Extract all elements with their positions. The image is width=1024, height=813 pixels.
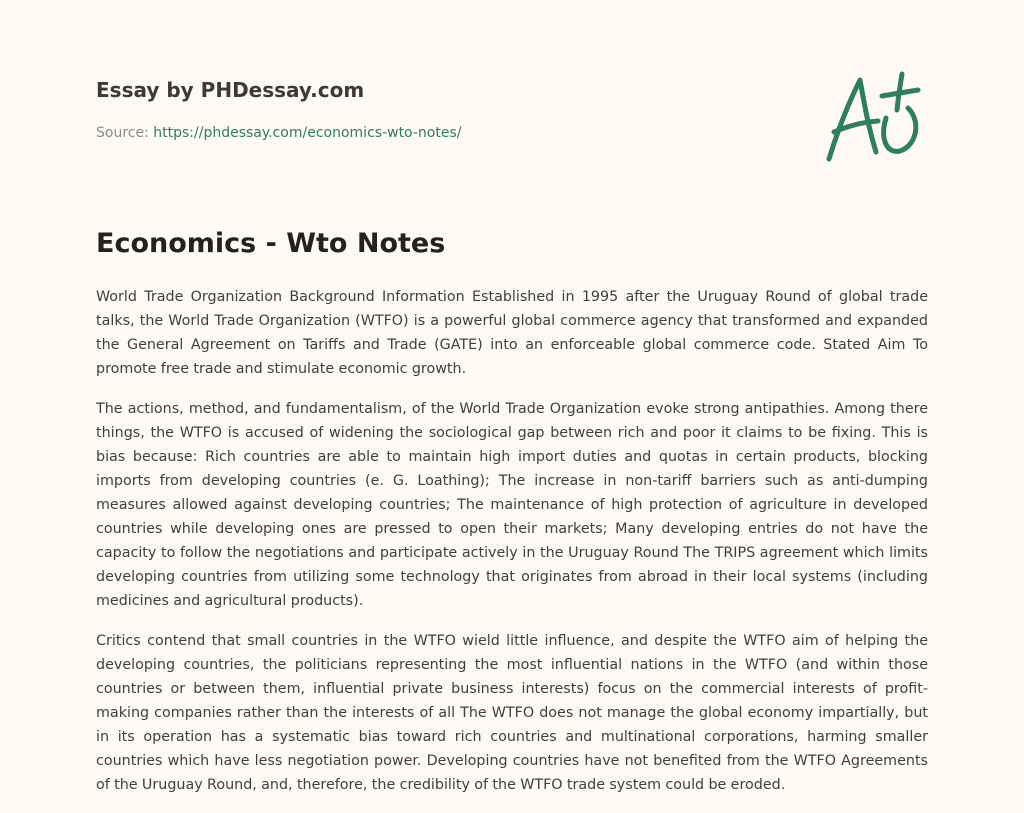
site-brand: Essay by PHDessay.com (96, 78, 365, 102)
source-line (96, 124, 461, 142)
essay-paragraph: Critics contend that small countries in the WTFO wield little influence, and despite the WTFO aim of helping the developing countries, the politicians representing the most influential nations in the WTFO (and within those countries or between them, influential private business interests) focus on the commercial interests of profit-making companies rather than the interests of all The WTFO does not manage the global economy impartially, but in its operation has a systematic bias toward rich countries and multinational corporations, harming smaller countries which have less negotiation power. Developing countries have not benefited from the WTFO Agreements of the Uruguay Round, and, therefore, the credibility of the WTFO trade system could be eroded. (96, 633, 928, 793)
page-header (96, 76, 928, 141)
essay-paragraph: World Trade Organization Background Information Established in 1995 after the Uruguay Round of global trade talks, the World Trade Organization (WTFO) is a powerful global commerce agency that transformed and expanded the General Agreement on Tariffs and Trade (GATE) into an enforceable global commerce code. Stated Aim To promote free trade and stimulate economic growth. (96, 289, 928, 377)
a-plus-logo-icon (820, 66, 930, 166)
source-link[interactable]: https://phdessay.com/economics-wto-notes/ (153, 125, 462, 141)
essay-paragraph: The actions, method, and fundamentalism, of the World Trade Organization evoke strong antipathies. Among there things, the WTFO is accused of widening the sociological gap between rich and poor it claims to be fixing. This is bias because: Rich countries are able to maintain high import duties and quotas in certain products, blocking imports from developing countries (e. G. Loathing); The increase in non-tariff barriers such as anti-dumping measures allowed against developing countries; The maintenance of high protection of agriculture in developed countries while developing ones are pressed to open their markets; Many developing entries do not have the capacity to follow the negotiations and participate actively in the Uruguay Round The TRIPS agreement which limits developing countries from utilizing some technology that originates from abroad in their local systems (including medicines and agricultural products). (96, 401, 928, 609)
essay-title: Economics - Wto Notes (96, 228, 446, 259)
essay-body (96, 285, 928, 813)
source-label: Source: (96, 125, 154, 141)
